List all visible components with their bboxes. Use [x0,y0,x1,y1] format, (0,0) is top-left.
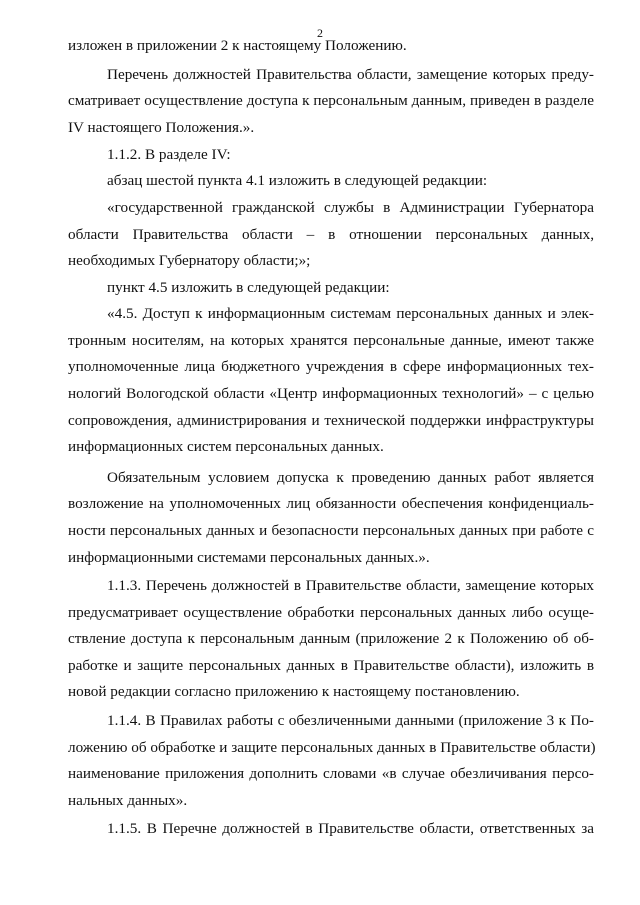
text-line: возложение на уполномоченных лиц обязанности обеспечения конфиденциаль- [68,495,594,512]
text-line: тронным носителям, на которых хранятся персональные данные, имеют также [68,332,594,349]
text-line: нальных данных». [68,792,188,809]
page-number: 2 [317,26,323,40]
text-line: Перечень должностей Правительства области, замещение которых преду- [107,66,594,83]
text-line: новой редакции согласно приложению к настоящему постановлению. [68,683,520,700]
text-line: ложению об обработке и защите персональных данных в Правительстве области) [68,739,596,756]
text-line: 1.1.2. В разделе IV: [107,146,231,163]
text-line: сопровождения, администрирования и технической поддержки инфраструктуры [68,412,594,429]
text-line: уполномоченные лица бюджетного учреждения в сфере информационных тех- [68,358,594,375]
text-line: пункт 4.5 изложить в следующей редакции: [107,279,390,296]
text-line: предусматривает осуществление обработки персональных данных либо осуще- [68,604,594,621]
text-line: ствление доступа к персональным данным (приложение 2 к Положению об об- [68,630,594,647]
text-line: «4.5. Доступ к информационным системам персональных данных и элек- [107,305,594,322]
text-line: нологий Вологодской области «Центр информационных технологий» – с целью [68,385,594,402]
text-line: работке и защите персональных данных в Правительстве области), изложить в [68,657,594,674]
text-line: сматривает осуществление доступа к персональным данным, приведен в разделе [68,92,594,109]
text-line: 1.1.3. Перечень должностей в Правительстве области, замещение которых [107,577,594,594]
text-line: Обязательным условием допуска к проведению данных работ является [107,469,594,486]
text-line: необходимых Губернатору области;»; [68,252,311,269]
text-line: области Правительства области – в отношении персональных данных, [68,226,594,243]
text-line: информационных систем персональных данных. [68,438,384,455]
text-line: 1.1.5. В Перечне должностей в Правительстве области, ответственных за [107,820,594,837]
text-line: наименование приложения дополнить словами «в случае обезличивания персо- [68,765,594,782]
text-line: информационными системами персональных данных.». [68,549,430,566]
text-line: изложен в приложении 2 к настоящему Положению. [68,37,407,54]
text-line: 1.1.4. В Правилах работы с обезличенными данными (приложение 3 к По- [107,712,594,729]
text-line: абзац шестой пункта 4.1 изложить в следующей редакции: [107,172,488,189]
text-line: IV настоящего Положения.». [68,119,255,136]
text-line: «государственной гражданской службы в Администрации Губернатора [107,199,594,216]
text-line: ности персональных данных и безопасности персональных данных при работе с [68,522,594,539]
